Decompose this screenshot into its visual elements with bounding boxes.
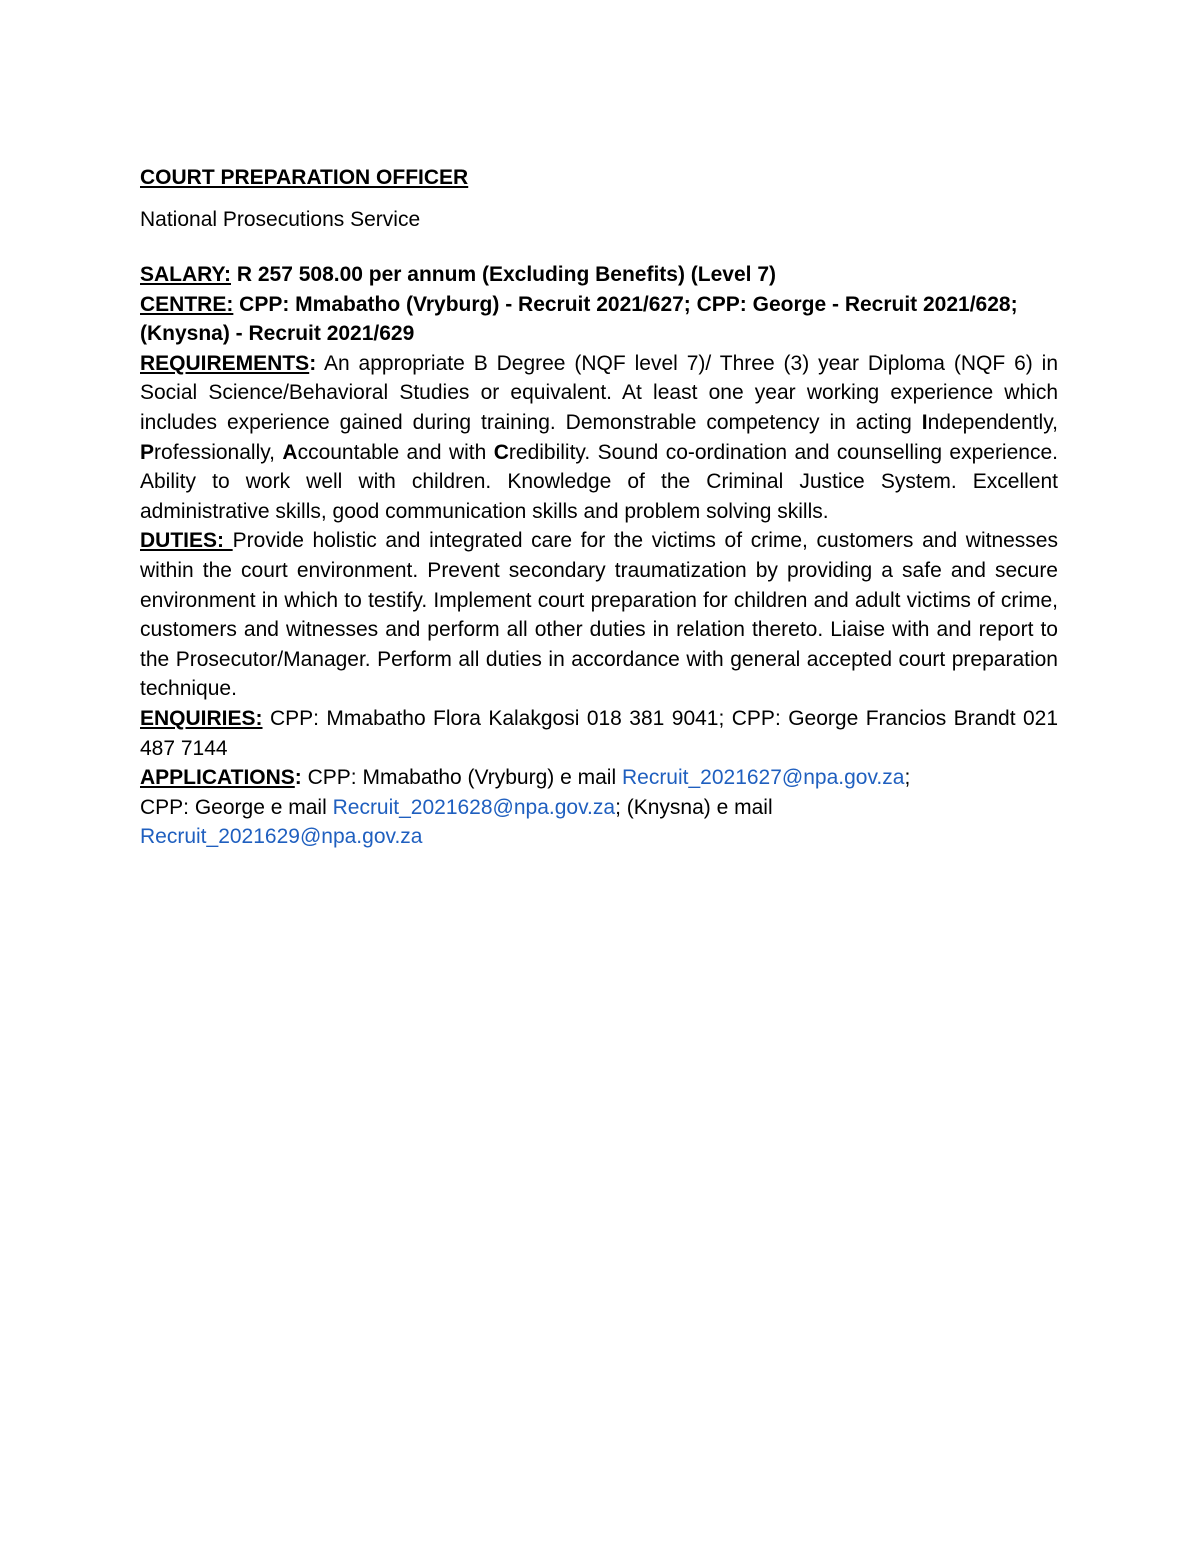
email-link-george[interactable]: Recruit_2021628@npa.gov.za — [332, 795, 616, 819]
enquiries-text: CPP: Mmabatho Flora Kalakgosi 018 381 9041; CPP: George Francios Brandt 021 487 7144 — [140, 706, 1058, 760]
salary-value: R 257 508.00 per annum (Excluding Benefits) (Level 7) — [231, 263, 777, 286]
salary-label: SALARY: — [140, 263, 231, 286]
requirements-colon: : — [309, 351, 317, 375]
centre-value: CPP: Mmabatho (Vryburg) - Recruit 2021/627; CPP: George - Recruit 2021/628; (Knysna) - Recruit 2021/629 — [140, 292, 1018, 346]
applications-paragraph — [140, 763, 1058, 852]
salary-line — [140, 260, 1058, 290]
applications-label: APPLICATIONS — [140, 766, 295, 790]
requirements-text: An appropriate B Degree (NQF level 7)/ Three (3) year Diploma (NQF 6) in Social Science/Behavioral Studies or equivalent. At least one year working experience which includes experience gained during training. Demonstrable competency in acting — [140, 351, 1058, 434]
requirements-text: ccountable and with — [297, 440, 494, 464]
requirements-keyword: P — [140, 440, 155, 464]
vacancy-details — [140, 260, 1058, 852]
requirements-text: ndependently, — [927, 410, 1058, 434]
email-link-vryburg[interactable]: Recruit_2021627@npa.gov.za — [621, 766, 905, 790]
requirements-text: rofessionally, — [154, 440, 283, 464]
organisation-name: National Prosecutions Service — [140, 208, 421, 231]
applications-text: ; (Knysna) e mail — [615, 795, 773, 819]
applications-text: CPP: Mmabatho (Vryburg) e mail — [301, 766, 622, 790]
centre-label: CENTRE: — [140, 292, 234, 316]
requirements-text: redibility. Sound co-ordination and counselling experience. Ability to work well with children. Knowledge of the Criminal Justice System. Excellent administrative skills, good communication skills and problem solving skills. — [140, 440, 1058, 523]
requirements-paragraph — [140, 349, 1058, 527]
requirements-keyword: I — [921, 410, 928, 434]
duties-text: Provide holistic and integrated care for the victims of crime, customers and witnesses within the court environment. Prevent secondary traumatization by providing a safe and secure environment in which to testify. Implement court preparation for children and adult victims of crime, customers and witnesses and perform all other duties in relation thereto. Liaise with and report to the Prosecutor/Manager. Perform all duties in accordance with general accepted court preparation technique. — [140, 529, 1058, 701]
page-title: COURT PREPARATION OFFICER — [140, 166, 469, 189]
applications-text: ; — [904, 766, 911, 790]
applications-text: CPP: George e mail — [140, 795, 333, 819]
requirements-label: REQUIREMENTS — [140, 351, 310, 375]
duties-label: DUTIES: — [140, 529, 233, 553]
enquiries-label: ENQUIRIES: — [140, 706, 263, 730]
requirements-keyword: C — [493, 440, 509, 464]
duties-paragraph — [140, 526, 1058, 704]
email-link-knysna[interactable]: Recruit_2021629@npa.gov.za — [140, 825, 423, 849]
enquiries-paragraph — [140, 704, 1058, 763]
centre-line — [140, 290, 1058, 349]
applications-colon: : — [294, 766, 302, 790]
requirements-keyword: A — [282, 440, 298, 464]
document-page — [140, 163, 1058, 852]
